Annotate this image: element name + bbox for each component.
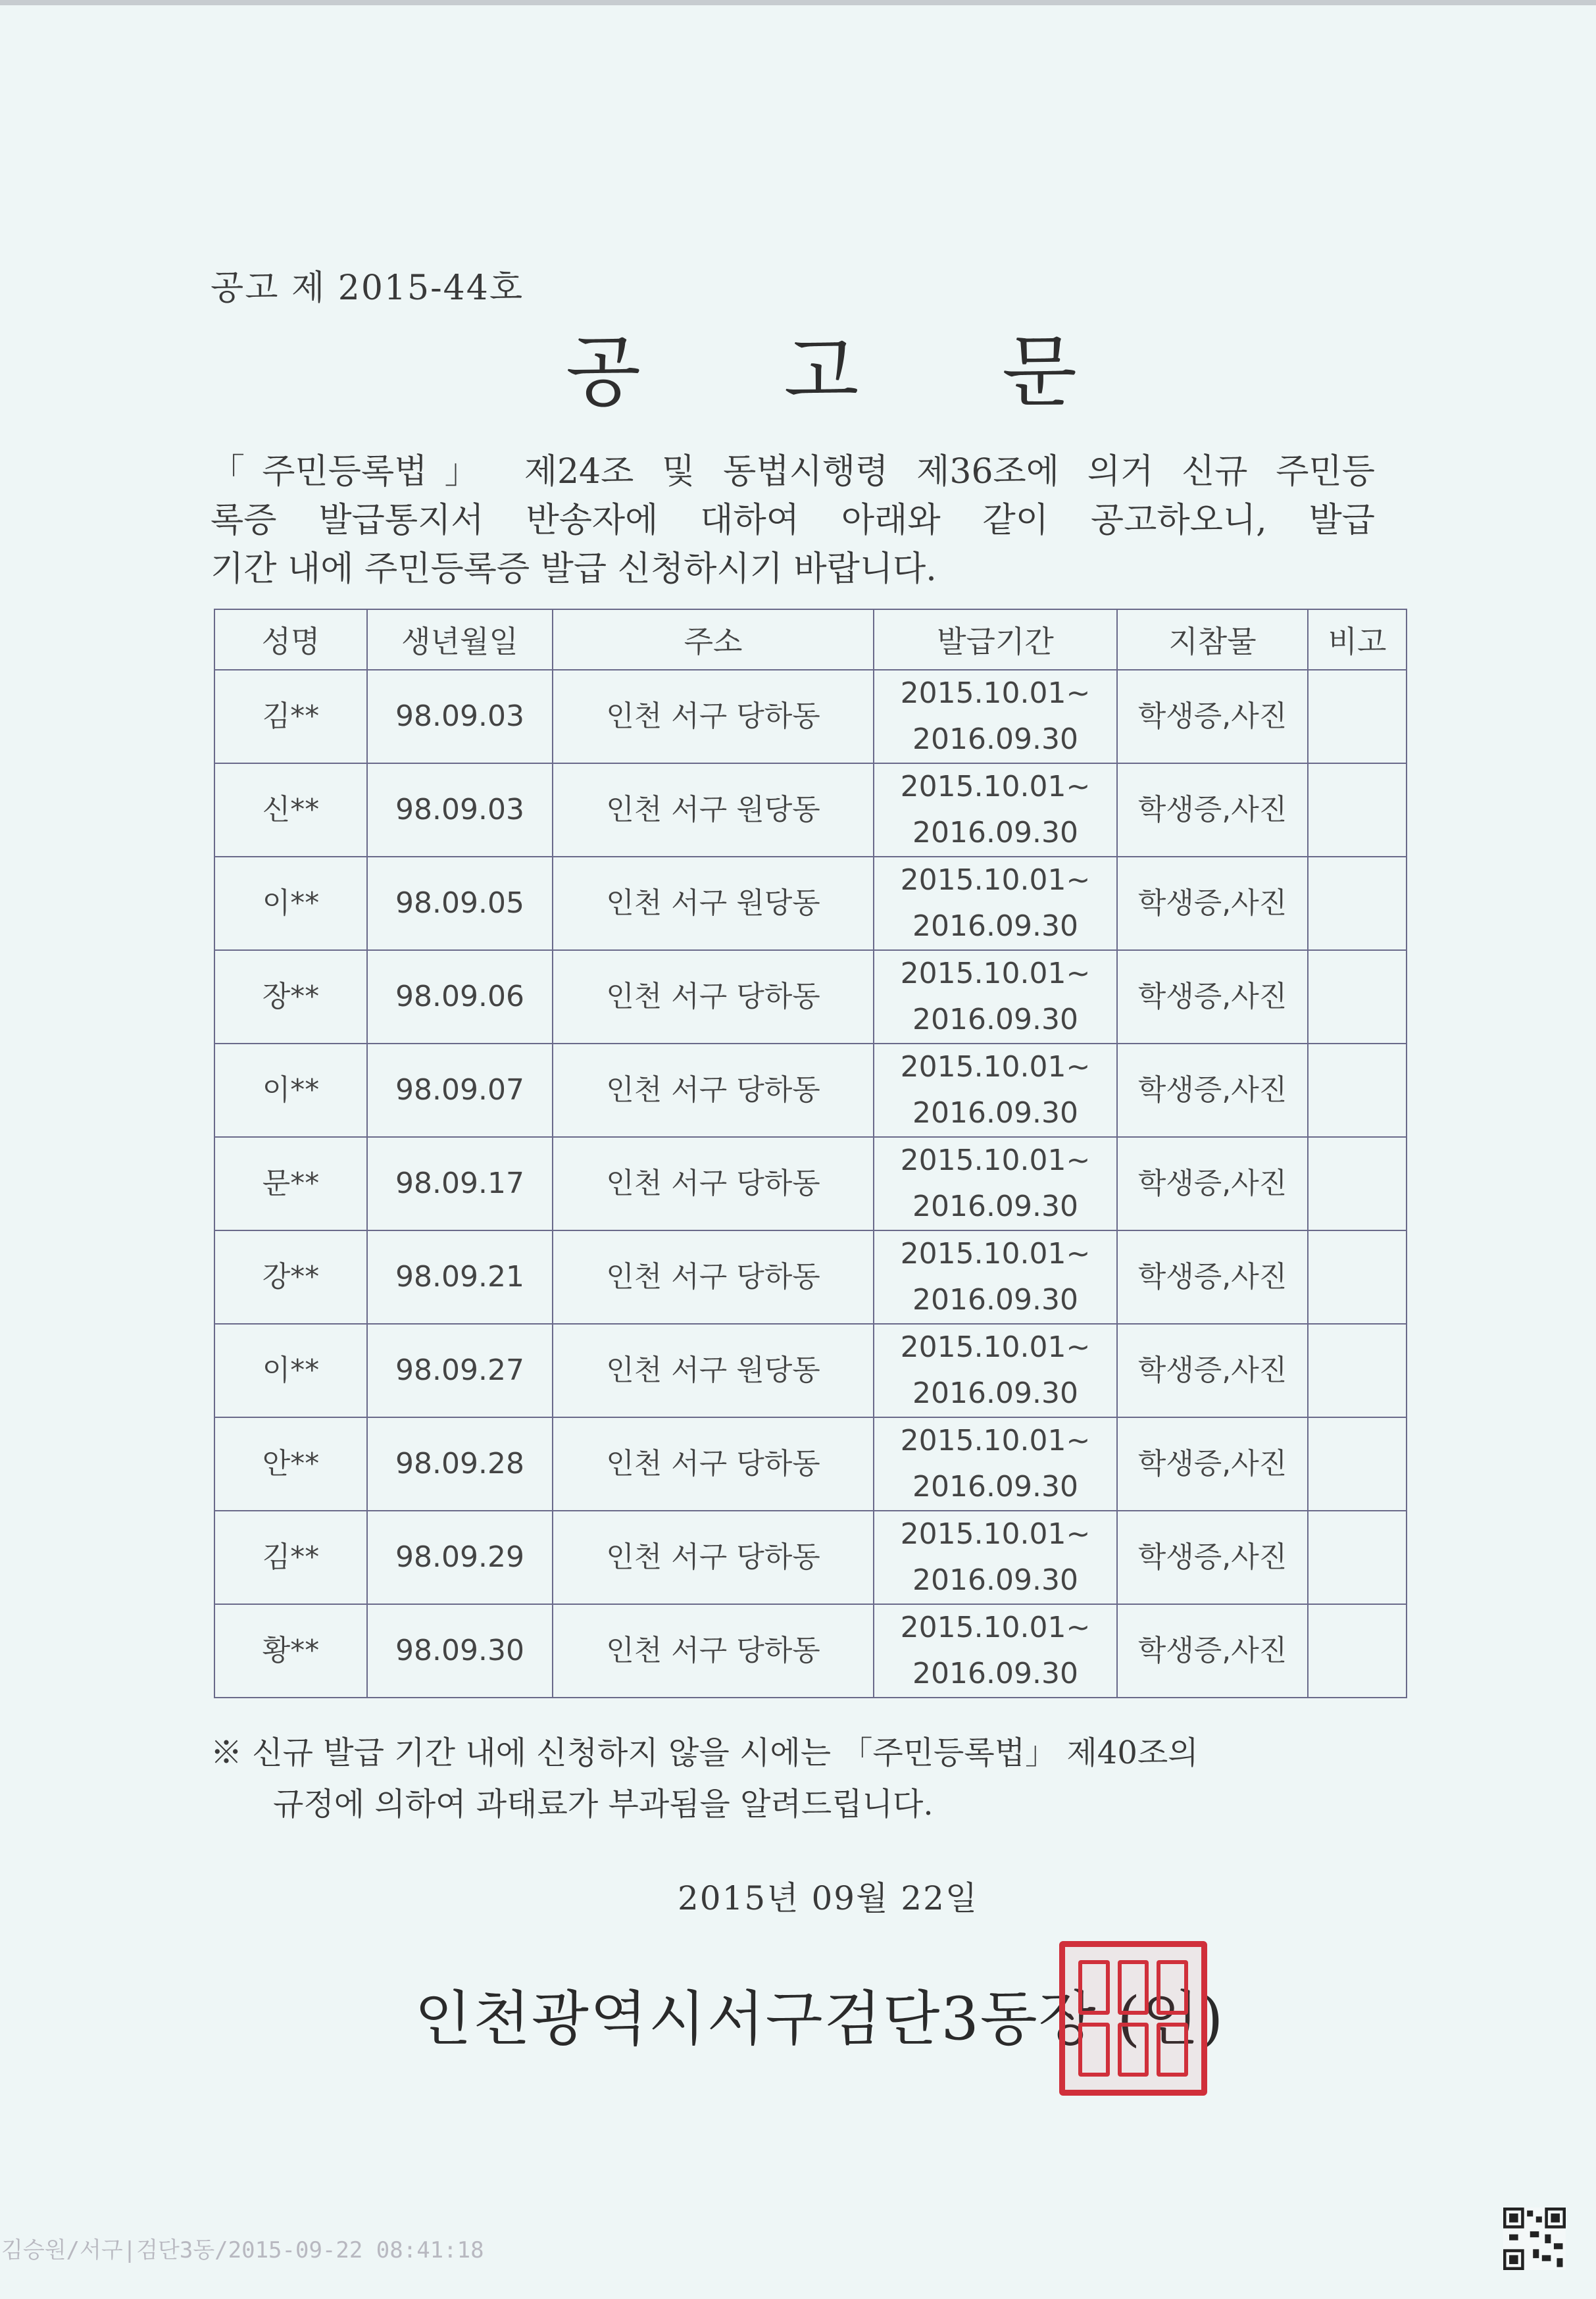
name-cell xyxy=(214,1044,367,1137)
notice-date: 2015년 09월 22일 xyxy=(678,1879,979,1917)
header-required-items: 지참물 xyxy=(1117,609,1308,670)
birthdate-cell-text: 98.09.28 xyxy=(395,1447,524,1480)
seal-glyph xyxy=(1078,1960,1110,2015)
name-cell-text: 이** xyxy=(262,886,320,920)
required-items-cell xyxy=(1117,1604,1308,1698)
issue-period-cell-text: 2016.09.30 xyxy=(912,1563,1078,1597)
name-cell xyxy=(214,1417,367,1511)
official-seal-stamp xyxy=(1059,1941,1207,2096)
address-cell xyxy=(553,1417,874,1511)
seal-glyph xyxy=(1157,1960,1188,2015)
name-cell xyxy=(214,1230,367,1324)
issue-period-cell-text: 2015.10.01~ xyxy=(900,1517,1091,1551)
birthdate-cell xyxy=(367,950,553,1044)
name-cell xyxy=(214,1137,367,1230)
required-items-cell-text: 학생증,사진 xyxy=(1137,1167,1287,1200)
birthdate-cell-text: 98.09.29 xyxy=(395,1540,524,1574)
table-row xyxy=(214,1324,1407,1417)
address-cell xyxy=(553,763,874,857)
address-cell-text: 인천 서구 당하동 xyxy=(606,699,820,733)
birthdate-cell-text: 98.09.17 xyxy=(395,1167,524,1200)
required-items-cell-text: 학생증,사진 xyxy=(1137,1634,1287,1667)
birthdate-cell-text: 98.09.03 xyxy=(395,699,524,733)
issue-period-cell xyxy=(874,1044,1117,1137)
remarks-cell xyxy=(1308,1324,1407,1417)
birthdate-cell xyxy=(367,1324,553,1417)
issue-period-cell xyxy=(874,763,1117,857)
birthdate-cell-text: 98.09.30 xyxy=(395,1634,524,1667)
penalty-note xyxy=(211,1727,1199,1830)
birthdate-cell xyxy=(367,1511,553,1604)
issue-period-cell xyxy=(874,670,1117,763)
address-cell xyxy=(553,670,874,763)
seal-glyph xyxy=(1078,2023,1110,2077)
name-cell xyxy=(214,950,367,1044)
header-remarks: 비고 xyxy=(1308,609,1407,670)
issuer-signature: 인천광역시서구검단3동장 (인) xyxy=(414,1984,1225,2054)
seal-glyphs xyxy=(1074,1956,1192,2081)
document-title: 공 고 문 xyxy=(566,326,1136,417)
table-row xyxy=(214,857,1407,950)
intro-paragraph xyxy=(211,447,1375,594)
required-items-cell-text: 학생증,사진 xyxy=(1137,1353,1287,1387)
table-row xyxy=(214,1044,1407,1137)
issue-period-cell-text: 2016.09.30 xyxy=(912,1096,1078,1130)
issue-period-cell-text: 2016.09.30 xyxy=(912,816,1078,849)
issue-period-cell xyxy=(874,950,1117,1044)
qr-code-icon xyxy=(1503,2208,1566,2270)
address-cell-text: 인천 서구 당하동 xyxy=(606,1447,820,1480)
seal-glyph xyxy=(1118,2023,1149,2077)
address-cell xyxy=(553,1604,874,1698)
intro-line: 록증 발급통지서 반송자에 대하여 아래와 같이 공고하오니, 발급 xyxy=(211,501,1375,540)
birthdate-cell xyxy=(367,857,553,950)
print-footer-stamp: 김승원/서구|검단3동/2015-09-22 08:41:18 xyxy=(1,2237,484,2263)
birthdate-cell-text: 98.09.05 xyxy=(395,886,524,920)
issue-period-cell xyxy=(874,857,1117,950)
issue-period-cell-text: 2016.09.30 xyxy=(912,1377,1078,1410)
seal-glyph xyxy=(1118,1960,1149,2015)
issue-period-cell xyxy=(874,1417,1117,1511)
issue-period-cell-text: 2016.09.30 xyxy=(912,1003,1078,1036)
header-address: 주소 xyxy=(553,609,874,670)
table-header-row xyxy=(214,609,1407,670)
issue-period-cell-text: 2015.10.01~ xyxy=(900,1050,1091,1084)
issue-period-cell xyxy=(874,1324,1117,1417)
intro-line: 「주민등록법」 제24조 및 동법시행령 제36조에 의거 신규 주민등 xyxy=(211,452,1375,492)
name-cell-text: 안** xyxy=(262,1447,320,1480)
name-cell-text: 이** xyxy=(262,1073,320,1107)
remarks-cell xyxy=(1308,950,1407,1044)
note-line: 규정에 의하여 과태료가 부과됨을 알려드립니다. xyxy=(273,1786,934,1823)
address-cell-text: 인천 서구 당하동 xyxy=(606,1073,820,1107)
required-items-cell-text: 학생증,사진 xyxy=(1137,1540,1287,1574)
address-cell xyxy=(553,950,874,1044)
name-cell-text: 강** xyxy=(262,1260,320,1294)
issue-period-cell xyxy=(874,1230,1117,1324)
required-items-cell xyxy=(1117,1417,1308,1511)
birthdate-cell-text: 98.09.27 xyxy=(395,1353,524,1387)
recipient-table xyxy=(214,609,1407,1698)
required-items-cell xyxy=(1117,857,1308,950)
issue-period-cell-text: 2015.10.01~ xyxy=(900,1424,1091,1457)
birthdate-cell xyxy=(367,1604,553,1698)
issue-period-cell-text: 2015.10.01~ xyxy=(900,863,1091,897)
name-cell-text: 장** xyxy=(262,980,320,1013)
issue-period-cell-text: 2016.09.30 xyxy=(912,1657,1078,1690)
required-items-cell xyxy=(1117,1511,1308,1604)
issue-period-cell-text: 2015.10.01~ xyxy=(900,676,1091,710)
name-cell xyxy=(214,1604,367,1698)
note-line: ※ 신규 발급 기간 내에 신청하지 않을 시에는 「주민등록법」 제40조의 xyxy=(211,1734,1199,1771)
address-cell-text: 인천 서구 당하동 xyxy=(606,980,820,1013)
issue-period-cell-text: 2016.09.30 xyxy=(912,1283,1078,1317)
address-cell-text: 인천 서구 원당동 xyxy=(606,886,820,920)
name-cell-text: 황** xyxy=(262,1634,320,1667)
address-cell xyxy=(553,1511,874,1604)
birthdate-cell xyxy=(367,1230,553,1324)
required-items-cell-text: 학생증,사진 xyxy=(1137,793,1287,826)
address-cell xyxy=(553,1044,874,1137)
required-items-cell-text: 학생증,사진 xyxy=(1137,1447,1287,1480)
name-cell xyxy=(214,670,367,763)
required-items-cell-text: 학생증,사진 xyxy=(1137,886,1287,920)
issue-period-cell-text: 2015.10.01~ xyxy=(900,770,1091,803)
table-row xyxy=(214,1511,1407,1604)
table-row xyxy=(214,1137,1407,1230)
remarks-cell xyxy=(1308,1044,1407,1137)
required-items-cell-text: 학생증,사진 xyxy=(1137,980,1287,1013)
birthdate-cell-text: 98.09.06 xyxy=(395,980,524,1013)
seal-glyph xyxy=(1157,2023,1188,2077)
intro-line: 기간 내에 주민등록증 발급 신청하시기 바랍니다. xyxy=(211,549,937,589)
required-items-cell xyxy=(1117,1044,1308,1137)
required-items-cell xyxy=(1117,670,1308,763)
issue-period-cell-text: 2015.10.01~ xyxy=(900,957,1091,990)
issue-period-cell-text: 2015.10.01~ xyxy=(900,1144,1091,1177)
birthdate-cell-text: 98.09.21 xyxy=(395,1260,524,1294)
table-row xyxy=(214,763,1407,857)
address-cell xyxy=(553,1230,874,1324)
issue-period-cell xyxy=(874,1604,1117,1698)
issue-period-cell-text: 2016.09.30 xyxy=(912,1470,1078,1503)
table-body xyxy=(214,670,1407,1698)
issue-period-cell-text: 2015.10.01~ xyxy=(900,1611,1091,1644)
name-cell xyxy=(214,857,367,950)
header-issue-period: 발급기간 xyxy=(874,609,1117,670)
table-row xyxy=(214,670,1407,763)
birthdate-cell xyxy=(367,670,553,763)
required-items-cell xyxy=(1117,950,1308,1044)
issue-period-cell-text: 2016.09.30 xyxy=(912,909,1078,943)
required-items-cell xyxy=(1117,1324,1308,1417)
table-row xyxy=(214,950,1407,1044)
notice-number: 공고 제 2015-44호 xyxy=(211,268,524,308)
name-cell xyxy=(214,763,367,857)
required-items-cell xyxy=(1117,1230,1308,1324)
required-items-cell-text: 학생증,사진 xyxy=(1137,1073,1287,1107)
address-cell-text: 인천 서구 당하동 xyxy=(606,1167,820,1200)
address-cell-text: 인천 서구 당하동 xyxy=(606,1260,820,1294)
issue-period-cell xyxy=(874,1511,1117,1604)
issue-period-cell-text: 2015.10.01~ xyxy=(900,1330,1091,1364)
birthdate-cell xyxy=(367,1417,553,1511)
issue-period-cell-text: 2016.09.30 xyxy=(912,1190,1078,1223)
address-cell xyxy=(553,1324,874,1417)
birthdate-cell xyxy=(367,763,553,857)
address-cell-text: 인천 서구 당하동 xyxy=(606,1540,820,1574)
name-cell-text: 문** xyxy=(262,1167,320,1200)
name-cell-text: 김** xyxy=(262,1540,320,1574)
name-cell-text: 이** xyxy=(262,1353,320,1387)
name-cell-text: 김** xyxy=(262,699,320,733)
required-items-cell-text: 학생증,사진 xyxy=(1137,1260,1287,1294)
issue-period-cell xyxy=(874,1137,1117,1230)
table-row xyxy=(214,1604,1407,1698)
address-cell xyxy=(553,857,874,950)
header-name: 성명 xyxy=(214,609,367,670)
required-items-cell-text: 학생증,사진 xyxy=(1137,699,1287,733)
issue-period-cell-text: 2016.09.30 xyxy=(912,722,1078,756)
remarks-cell xyxy=(1308,1230,1407,1324)
table-row xyxy=(214,1417,1407,1511)
issue-period-cell-text: 2015.10.01~ xyxy=(900,1237,1091,1271)
birthdate-cell xyxy=(367,1044,553,1137)
remarks-cell xyxy=(1308,763,1407,857)
required-items-cell xyxy=(1117,1137,1308,1230)
remarks-cell xyxy=(1308,1417,1407,1511)
address-cell-text: 인천 서구 원당동 xyxy=(606,1353,820,1387)
name-cell xyxy=(214,1324,367,1417)
address-cell-text: 인천 서구 원당동 xyxy=(606,793,820,826)
name-cell xyxy=(214,1511,367,1604)
header-birthdate: 생년월일 xyxy=(367,609,553,670)
remarks-cell xyxy=(1308,1604,1407,1698)
address-cell-text: 인천 서구 당하동 xyxy=(606,1634,820,1667)
required-items-cell xyxy=(1117,763,1308,857)
remarks-cell xyxy=(1308,1511,1407,1604)
remarks-cell xyxy=(1308,670,1407,763)
name-cell-text: 신** xyxy=(262,793,320,826)
address-cell xyxy=(553,1137,874,1230)
birthdate-cell-text: 98.09.03 xyxy=(395,793,524,826)
remarks-cell xyxy=(1308,1137,1407,1230)
birthdate-cell-text: 98.09.07 xyxy=(395,1073,524,1107)
page-top-edge xyxy=(0,0,1596,5)
table-row xyxy=(214,1230,1407,1324)
birthdate-cell xyxy=(367,1137,553,1230)
remarks-cell xyxy=(1308,857,1407,950)
